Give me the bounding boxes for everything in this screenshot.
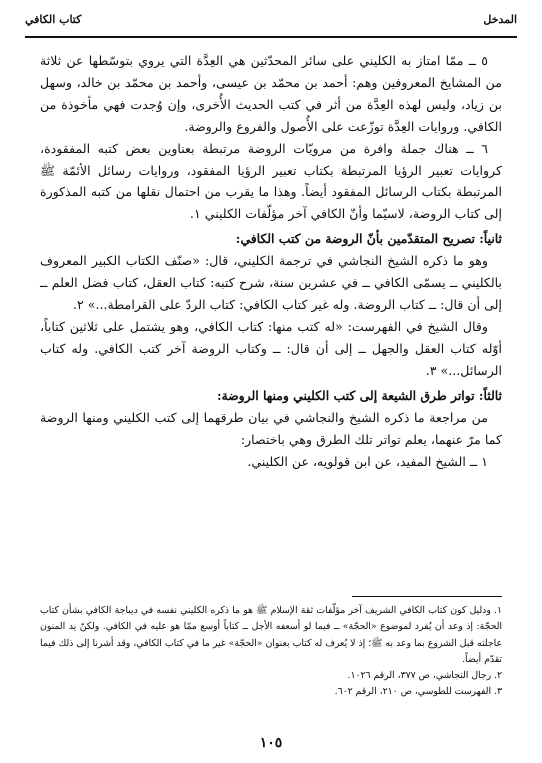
- footnote-2: ٢. رجال النجاشي، ص ٣٧٧، الرقم ١٠٢٦.: [347, 670, 502, 682]
- footnote-3: ٣. الفهرست للطوسي، ص ٢١٠، الرقم ٦٠٢.: [334, 686, 502, 698]
- heading-second: ثانياً: تصريح المتقدّمين بأنّ الروضة من كتب الكافي:: [235, 231, 502, 247]
- footnotes: [40, 603, 502, 701]
- page-number: ١٠٥: [259, 735, 283, 751]
- header-rule: [25, 36, 517, 38]
- header-section-title: المدخل: [483, 13, 517, 26]
- paragraph-najashi-quote: وهو ما ذكره الشيخ النجاشي في ترجمة الكليني، قال: «صنّف الكتاب الكبير المعروف بالكليني ــ يسمّى الكافي ــ في عشرين سنة، شرح كتبه: كتاب العقل، كتاب فضل العلم ــ إلى أن قال: ــ كتاب الروضة. وله غير كتاب الكافي: كتاب الردّ على القرامطة...» ٢.: [40, 253, 502, 313]
- paragraph-chain-1: ١ ــ الشيخ المفيد، عن ابن قولويه، عن الكليني.: [247, 453, 488, 469]
- paragraph-point-6: ٦ ــ هناك جملة وافرة من مرويّات الروضة مرتبطة بعناوين بعض كتبه المفقودة، كروايات تعبير الرؤيا المرتبطة بكتاب تعبير الرؤيا المفقود، وروايات رسائل الأئمّة ﷺ المرتبطة بكتاب الرسائل المفقود أيضاً. وهذا ما يقرب من احتمال نقلها من كتبه المذكورة إلى كتاب الروضة، لاسيّما وأنّ الكافي آخر مؤلّفات الكليني ١.: [40, 140, 502, 222]
- main-text: [40, 50, 502, 472]
- paragraph-fihrist-quote: وقال الشيخ في الفهرست: «له كتب منها: كتاب الكافي، وهو يشتمل على ثلاثين كتاباً، أوّله كتاب العقل والجهل ــ إلى أن قال: ــ وكتاب الروضة آخر كتب الكافي. وله كتاب الرسائل...» ٣.: [40, 318, 502, 378]
- paragraph-chains-intro: من مراجعة ما ذكره الشيخ والنجاشي في بيان طرقهما إلى كتب الكليني ومنها الروضة كما مرّ عنهما، يعلم تواتر تلك الطرق وهي باختصار:: [40, 409, 502, 447]
- header-book-title: كتاب الكافي: [25, 13, 82, 26]
- footnote-rule: [352, 596, 502, 597]
- heading-third: ثالثاً: تواتر طرق الشيعة إلى كتب الكليني ومنها الروضة:: [216, 387, 502, 403]
- paragraph-point-5: ٥ ــ ممّا امتاز به الكليني على سائر المحدّثين هي العِدَّة التي يروي بتوسّطها عن ثلاثة من المشايخ المعروفين وهم: أحمد بن محمّد بن عيسى، وأحمد بن محمّد بن خالد، وسهل بن زياد، وليس لهذه العِدَّة من أثر في كتب الحديث الأُخرى، وإن وُجدت فهي مأخوذة من الكافي. وروايات العِدَّة توزّعت على الأُصول والفروع والروضة.: [40, 53, 502, 134]
- running-header: [25, 13, 517, 31]
- footnote-1: ١. ودليل كون كتاب الكافي الشريف آخر مؤلّفات ثقة الإسلام ﷺ هو ما ذكره الكليني نفسه في ديباجة الكافي بشأن كتاب الحجّة: إذ وعد أن يُفرد لموضوع «الحجّة» ــ فيما لو أسعفه الأجل ــ كتاباً أوسع ممّا هو عليه في الكافي. ولكنّ يد المنون عاجلته قبل الشروع بما وعد به ﷺ؛ إذ لا يُعرف له كتاب بعنوان «الحجّة» غير ما في كتاب الكافي، وقد أشرنا إلى ذلك فيما تقدّم أيضاً.: [40, 605, 502, 665]
